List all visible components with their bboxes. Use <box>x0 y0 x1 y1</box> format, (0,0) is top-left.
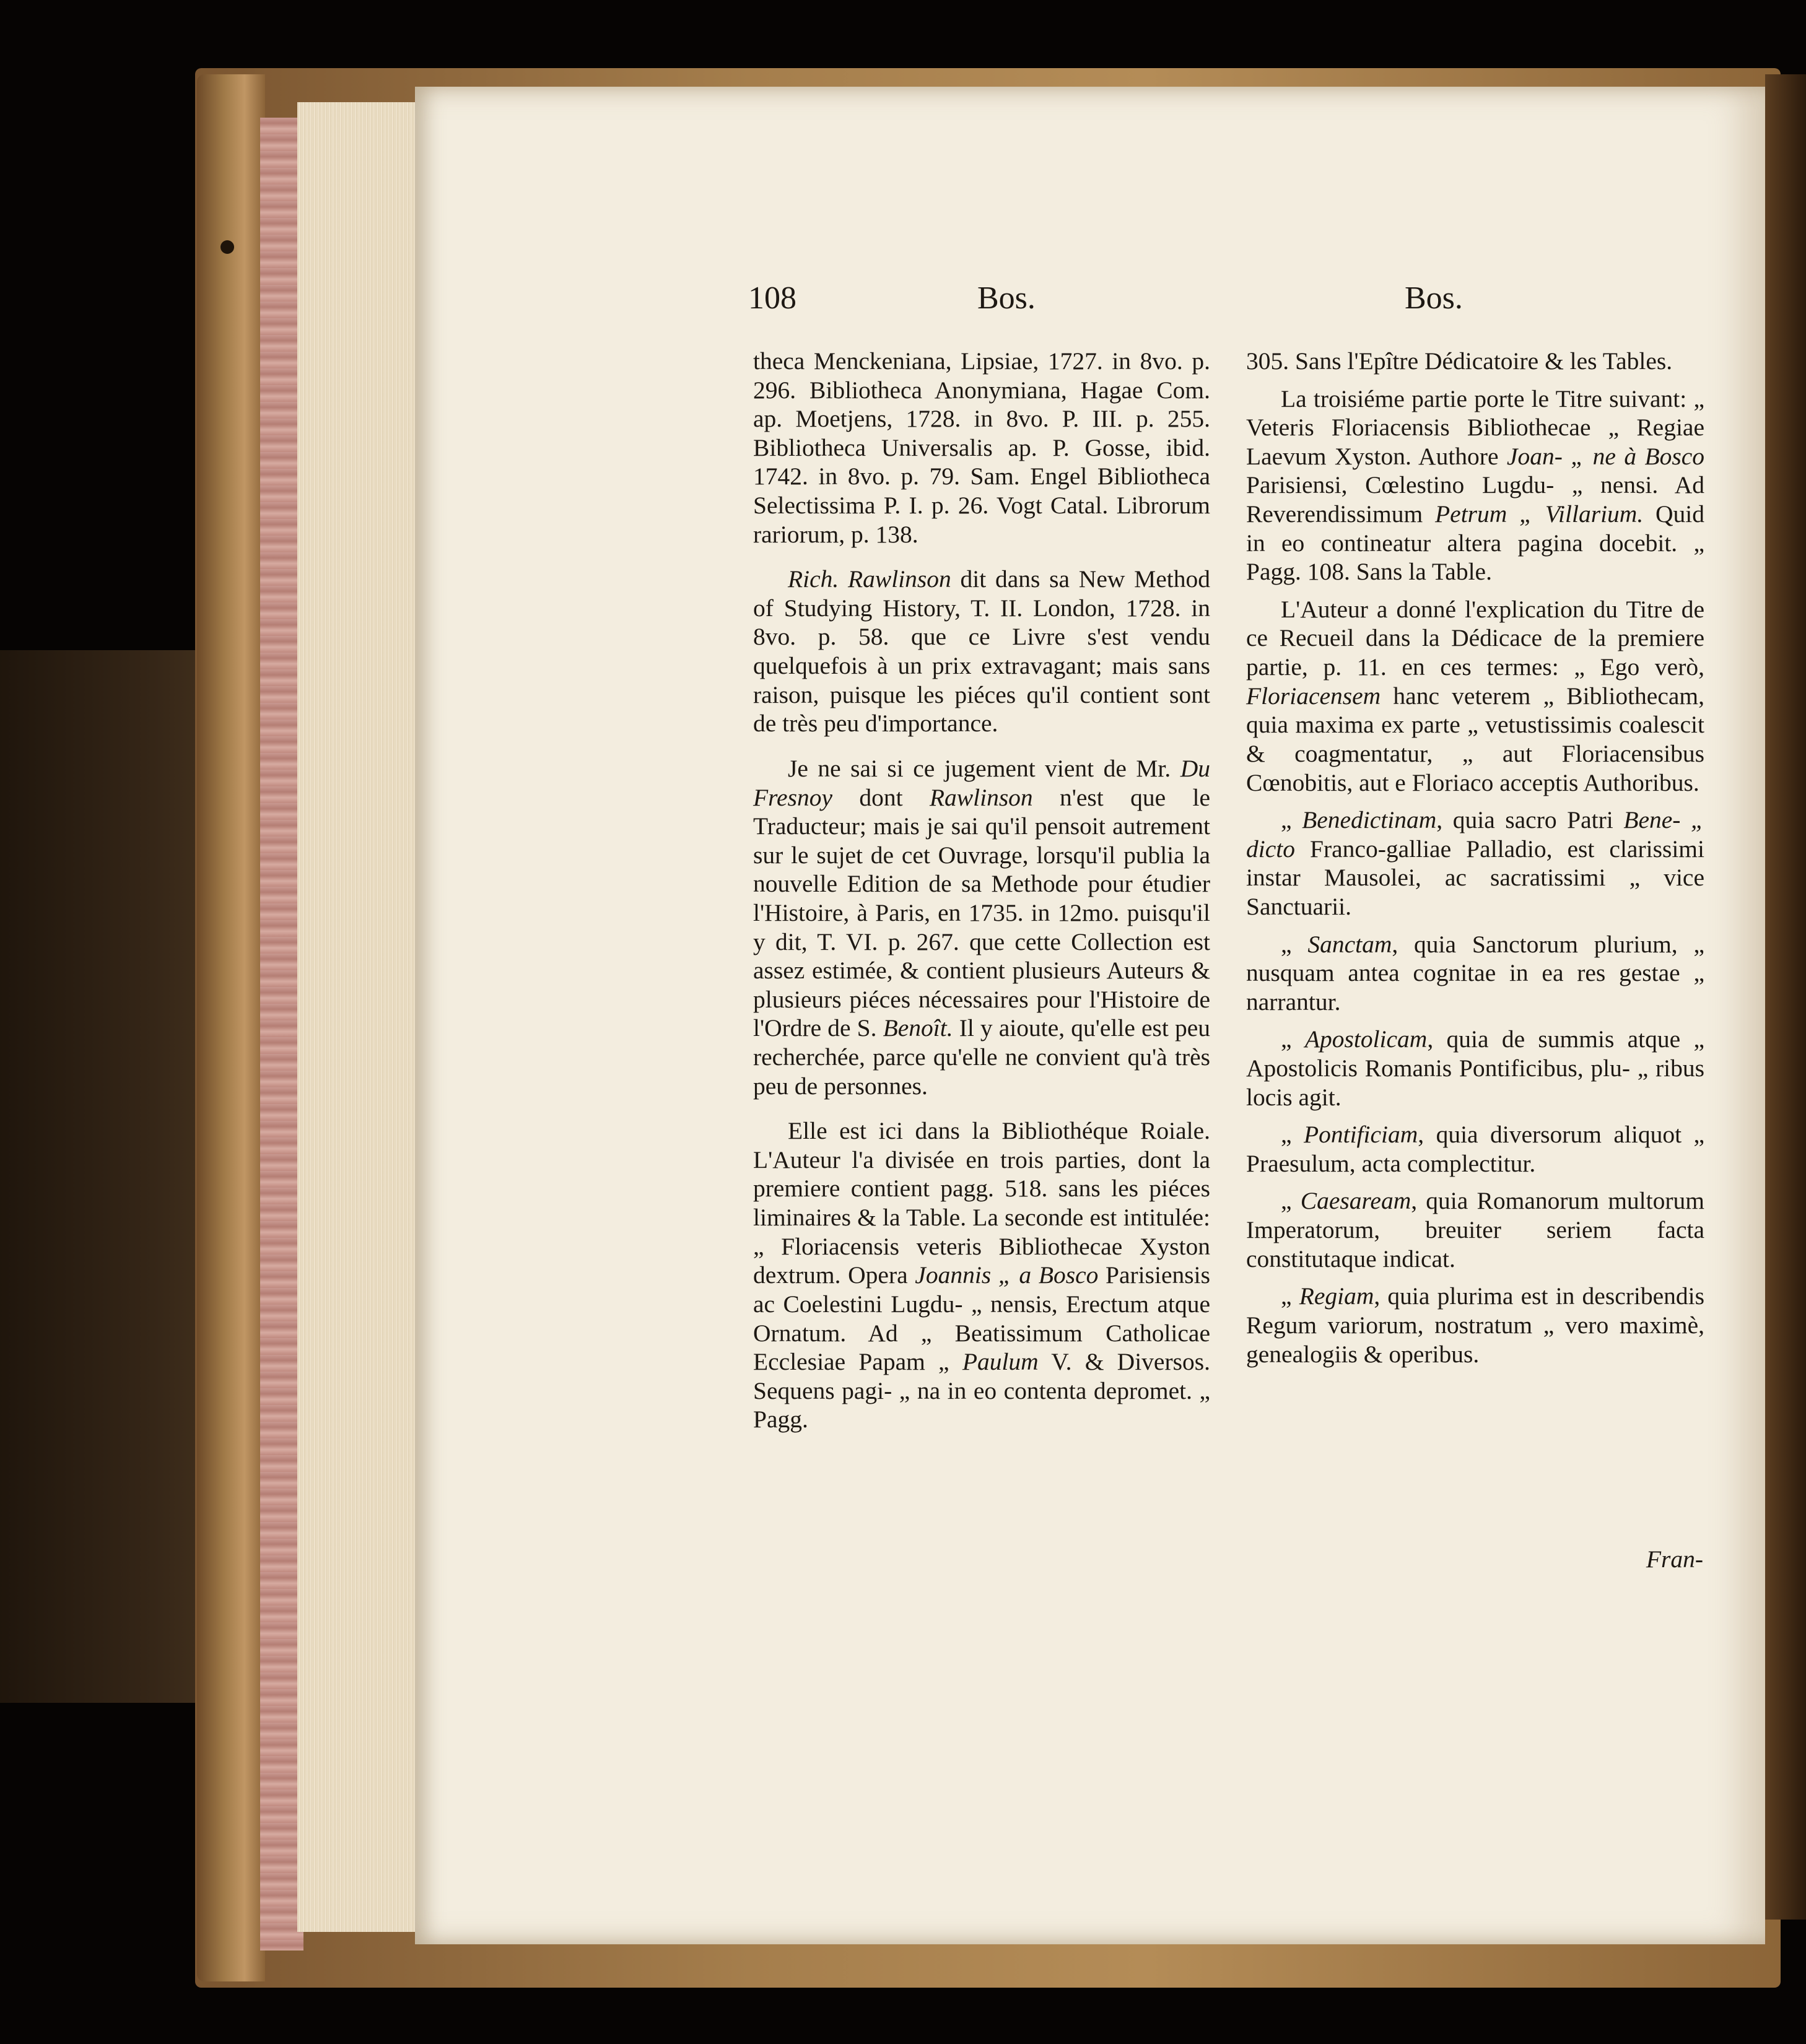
author-name: Rich. Rawlinson <box>788 565 951 593</box>
running-head-right: Bos. <box>1405 281 1463 316</box>
left-paragraph-2: Rich. Rawlinson dit dans sa New Method of Studying History, T. II. London, 1728. in 8vo. p. 58. que ce Livre s'est vendu quelquefois à un prix extravagant; mais sans raison, puisque les piéces qu'il contient sont de très peu d'importance. <box>753 565 1211 737</box>
table-shadow <box>0 650 223 1703</box>
left-paragraph-3: Je ne sai si ce jugement vient de Mr. Du Fresnoy dont Rawlinson n'est que le Traducteur; mais je sai qu'il pensoit autrement sur le sujet de cet Ouvrage, lorsqu'il publia la nouvelle Edition de sa Methode pour étudier l'Histoire, à Paris, en 1735. in 12mo. puisqu'il y dit, T. VI. p. 267. que cette Collection est assez estimée, & contient plusieurs Auteurs & plusieurs piéces nécessaires pour l'Histoire de l'Ordre de S. Benoît. Il y aioute, qu'elle est peu recherchée, parce qu'elle ne convient qu'à très peu de personnes. <box>753 754 1210 1100</box>
right-paragraph-1: 305. Sans l'Epître Dédicatoire & les Tables. <box>1246 347 1673 375</box>
right-paragraph-regiam: „ Regiam, quia plurima est in describendis Regum variorum, nostratum „ vero maximè, genealogiis & operibus. <box>1246 1282 1704 1368</box>
right-paragraph-3: L'Auteur a donné l'explication du Titre de ce Recueil dans la Dédicace de la premiere partie, p. 11. en ces termes: „ Ego verò, Floriacensem hanc veterem „ Bibliothecam, quia maxima ex parte „ vetustissimis coalescit & coagmentatur, „ aut Floriacensibus Cœnobitis, aut e Floriaco acceptis Authoribus. <box>1246 595 1704 796</box>
left-paragraph-1: theca Menckeniana, Lipsiae, 1727. in 8vo. p. 296. Bibliotheca Anonymiana, Hagae Com. ap. Moetjens, 1728. in 8vo. P. III. p. 255. Bibliotheca Universalis ap. P. Gosse, ibid. 1742. in 8vo. p. 79. Sam. Engel Bibliotheca Selectissima P. I. p. 26. Vogt Catal. Librorum rariorum, p. 138. <box>753 347 1210 548</box>
catchword: Fran- <box>1646 1546 1703 1573</box>
right-paragraph-caesaream: „ Caesaream, quia Romanorum multorum Imperatorum, breuiter seriem facta constitutaque indicat. <box>1246 1187 1704 1272</box>
page-number: 108 <box>748 281 796 316</box>
page-edges <box>297 102 421 1932</box>
facing-page-edge <box>1765 74 1806 1920</box>
right-paragraph-benedictinam: „ Benedictinam, quia sacro Patri Bene- „ dicto Franco-galliae Palladio, est clarissimi instar Mausolei, ac sacratissimi „ vice Sanctuarii. <box>1246 806 1704 920</box>
left-column <box>753 347 1210 1450</box>
running-head-left: Bos. <box>977 281 1036 316</box>
right-column <box>1246 347 1704 1377</box>
binding-hole <box>220 240 234 254</box>
book-spine-edge <box>197 74 265 1981</box>
right-paragraph-sanctam: „ Sanctam, quia Sanctorum plurium, „ nusquam antea cognitae in ea res gestae „ narrantur. <box>1246 930 1704 1015</box>
right-paragraph-2: La troisiéme partie porte le Titre suivant: „ Veteris Floriacensis Bibliothecae „ Regiae Laevum Xyston. Authore Joan- „ ne à Bosco Parisiensi, Cœlestino Lugdu- „ nensi. Ad Reverendissimum Petrum „ Villarium. Quid in eo contineatur altera pagina docebit. „ Pagg. 108. Sans la Table. <box>1246 385 1705 586</box>
right-paragraph-pontificiam: „ Pontificiam, quia diversorum aliquot „ Praesulum, acta complectitur. <box>1246 1121 1704 1177</box>
right-paragraph-apostolicam: „ Apostolicam, quia de summis atque „ Apostolicis Romanis Pontificibus, plu- „ ribus locis agit. <box>1246 1025 1704 1111</box>
left-paragraph-4: Elle est ici dans la Bibliothéque Roiale. L'Auteur l'a divisée en trois parties, dont la premiere contient pagg. 518. sans les piéces liminaires & la Table. La seconde est intitulée: „ Floriacensis veteris Bibliothecae Xyston dextrum. Opera Joannis „ a Bosco Parisiensis ac Coelestini Lugdu- „ nensis, Erectum atque Ornatum. Ad „ Beatissimum Catholicae Ecclesiae Papam „ Paulum V. & Diversos. Sequens pagi- „ na in eo contenta depromet. „ Pagg. <box>753 1117 1210 1433</box>
